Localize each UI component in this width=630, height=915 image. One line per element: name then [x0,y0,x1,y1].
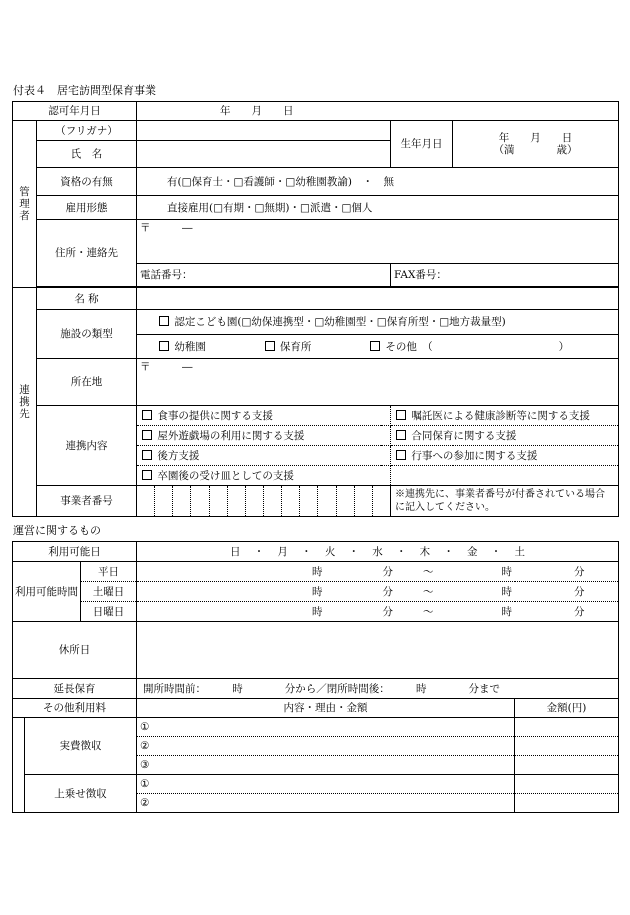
phone-label: 電話番号： [140,269,193,281]
content-label: 連携内容 [37,406,137,486]
qualification-value[interactable]: 有(□保育士・□看護師・□幼稚園教諭) ・ 無 [137,168,619,196]
manager-name-field[interactable] [137,141,391,168]
facility-type-label: 施設の類型 [37,310,137,359]
checkbox-icon[interactable] [142,430,152,440]
content-item-label: 行事への参加に関する支援 [411,449,538,462]
checkbox-icon[interactable] [396,430,406,440]
weekday-hours-field[interactable] [137,562,619,582]
partner-section-label: 連携先 [13,288,37,517]
content-item-label: 後方支援 [157,449,200,462]
main-form-table [12,101,619,517]
day-sun[interactable]: 日 [230,545,241,558]
content-item-empty [391,466,619,486]
birth-date-field[interactable] [453,121,619,168]
birth-date-value: 年 月 日 [498,132,573,144]
day-separator: ・ [301,545,312,558]
operation-table [12,541,619,813]
checkbox-icon[interactable] [142,470,152,480]
checkbox-icon[interactable] [396,410,406,420]
saturday-hours-field[interactable] [137,582,619,602]
row-marker: ① [140,721,150,733]
day-separator: ・ [395,545,407,558]
extended-care-label: 延長保育 [13,679,137,699]
form-title: 付表４ 居宅訪問型保育事業 [13,84,156,97]
actual-cost-amount-3[interactable] [515,756,619,775]
checkbox-icon[interactable] [159,341,169,351]
closed-days-label: 休所日 [13,622,137,679]
fax-label: FAX番号： [394,269,447,281]
qualification-label: 資格の有無 [37,168,137,196]
day-type-saturday: 土曜日 [81,582,137,602]
business-no-label: 事業者番号 [37,486,137,517]
checkbox-icon[interactable] [142,450,152,460]
facility-kindergarten-label: 幼稚園 [174,340,206,353]
content-item-label: 食事の提供に関する支援 [157,409,273,422]
fees-indent-spacer [13,718,25,813]
partner-name-field[interactable] [137,288,619,310]
employment-value[interactable]: 直接雇用(□有期・□無期)・□派遣・□個人 [137,196,619,220]
time-row [140,586,615,598]
day-separator: ・ [253,545,265,558]
hour-unit: 時 [501,565,513,578]
sunday-hours-field[interactable] [137,602,619,622]
manager-name-label: 氏 名 [37,141,137,168]
approval-date-field[interactable] [137,102,619,121]
fees-content-header: 内容・理由・金額 [137,699,515,718]
business-no-note: ※連携先に、事業者番号が付番されている場合に記入してください。 [391,486,619,517]
extended-care-field[interactable]: 開所時間前： 時 分から／閉所時間後： 時 分まで [137,679,619,699]
extra-charge-amount-1[interactable] [515,775,619,794]
row-marker: ② [140,797,150,809]
minute-unit: 分 [574,585,585,598]
content-item-1[interactable] [137,406,391,426]
days-list [140,546,615,558]
minute-unit: 分 [382,585,394,598]
day-separator: ・ [348,545,360,558]
row-marker: ③ [140,759,150,771]
employment-label: 雇用形態 [37,196,137,220]
facility-type-line2[interactable] [137,335,619,359]
partner-postal-mark: 〒 ― [140,361,193,373]
day-fri[interactable]: 金 [467,545,478,558]
minute-unit: 分 [382,565,394,578]
manager-fax-field[interactable] [391,264,619,287]
location-label: 所在地 [37,359,137,406]
hour-unit: 時 [312,585,323,598]
content-item-label: 屋外遊戯場の利用に関する支援 [157,429,305,442]
row-marker: ① [140,778,150,790]
actual-cost-amount-2[interactable] [515,737,619,756]
facility-type-line1[interactable] [137,310,619,335]
actual-cost-label: 実費徴収 [25,718,137,775]
day-sat[interactable]: 土 [514,545,525,558]
furigana-label: （フリガナ） [37,121,137,141]
tilde: ～ [423,605,434,618]
actual-cost-amount-1[interactable] [515,718,619,737]
available-days-field[interactable] [137,542,619,562]
content-item-label: 卒園後の受け皿としての支援 [157,469,294,482]
partner-location-field[interactable] [137,359,619,406]
approval-date-label: 認可年月日 [13,102,137,121]
day-wed[interactable]: 水 [372,545,383,558]
facility-type-nintei-label: 認定こども園(□幼保連携型・□幼稚園型・□保育所型・□地方裁量型) [174,316,506,328]
business-no-field[interactable] [137,486,391,517]
day-thu[interactable]: 木 [419,545,431,558]
day-separator: ・ [490,545,502,558]
checkbox-icon[interactable] [159,316,169,326]
facility-other-label: その他 （ ） [385,340,570,353]
content-item-7[interactable] [137,466,391,486]
checkbox-icon[interactable] [396,450,406,460]
hour-unit: 時 [312,605,323,618]
hour-unit: 時 [312,565,323,578]
manager-phone-field[interactable] [137,264,391,287]
available-hours-label: 利用可能時間 [13,562,81,622]
day-mon[interactable]: 月 [277,545,288,558]
partner-name-label: 名 称 [37,288,137,310]
operation-heading: 運営に関するもの [13,524,101,537]
minute-unit: 分 [574,605,585,618]
content-item-label: 嘱託医による健康診断等に関する支援 [411,409,590,422]
birth-date-label: 生年月日 [391,121,453,168]
content-item-label: 合同保育に関する支援 [411,429,517,442]
business-no-digit-boxes [137,486,390,516]
time-row [140,606,615,618]
actual-cost-row-1[interactable] [137,718,515,737]
tilde: ～ [423,565,434,578]
actual-cost-row-3[interactable] [137,756,515,775]
tilde: ～ [423,585,434,598]
facility-nursery-label: 保育所 [279,340,312,353]
day-separator: ・ [443,545,454,558]
content-item-2[interactable] [391,406,619,426]
actual-cost-row-2[interactable] [137,737,515,756]
day-tue[interactable]: 火 [324,545,336,558]
content-item-3[interactable] [137,426,391,446]
age-value: （満 歳） [493,144,578,156]
content-item-4[interactable] [391,426,619,446]
content-item-6[interactable] [391,446,619,466]
manager-postal-mark: 〒 ― [140,222,193,234]
checkbox-icon[interactable] [265,341,275,351]
row-marker: ② [140,740,150,752]
minute-unit: 分 [574,565,585,578]
fees-amount-header: 金額(円) [515,699,619,718]
extra-charge-amount-2[interactable] [515,794,619,813]
approval-date-placeholder: 年 月 日 [220,105,294,117]
closed-days-field[interactable] [137,622,619,679]
minute-unit: 分 [382,605,394,618]
furigana-field[interactable] [137,121,391,141]
day-type-weekday: 平日 [81,562,137,582]
manager-section-label: 管理者 [13,121,37,288]
time-row [140,566,615,578]
manager-address-field[interactable] [137,220,619,264]
hour-unit: 時 [501,605,513,618]
hour-unit: 時 [501,585,513,598]
extra-charge-row-1[interactable] [137,775,515,794]
other-fees-label: その他利用料 [13,699,137,718]
day-type-sunday: 日曜日 [81,602,137,622]
address-label: 住所・連絡先 [37,220,137,287]
checkbox-icon[interactable] [370,341,380,351]
content-item-5[interactable] [137,446,391,466]
available-days-label: 利用可能日 [13,542,137,562]
extra-charge-label: 上乗せ徴収 [25,775,137,813]
checkbox-icon[interactable] [142,410,152,420]
extra-charge-row-2[interactable] [137,794,515,813]
